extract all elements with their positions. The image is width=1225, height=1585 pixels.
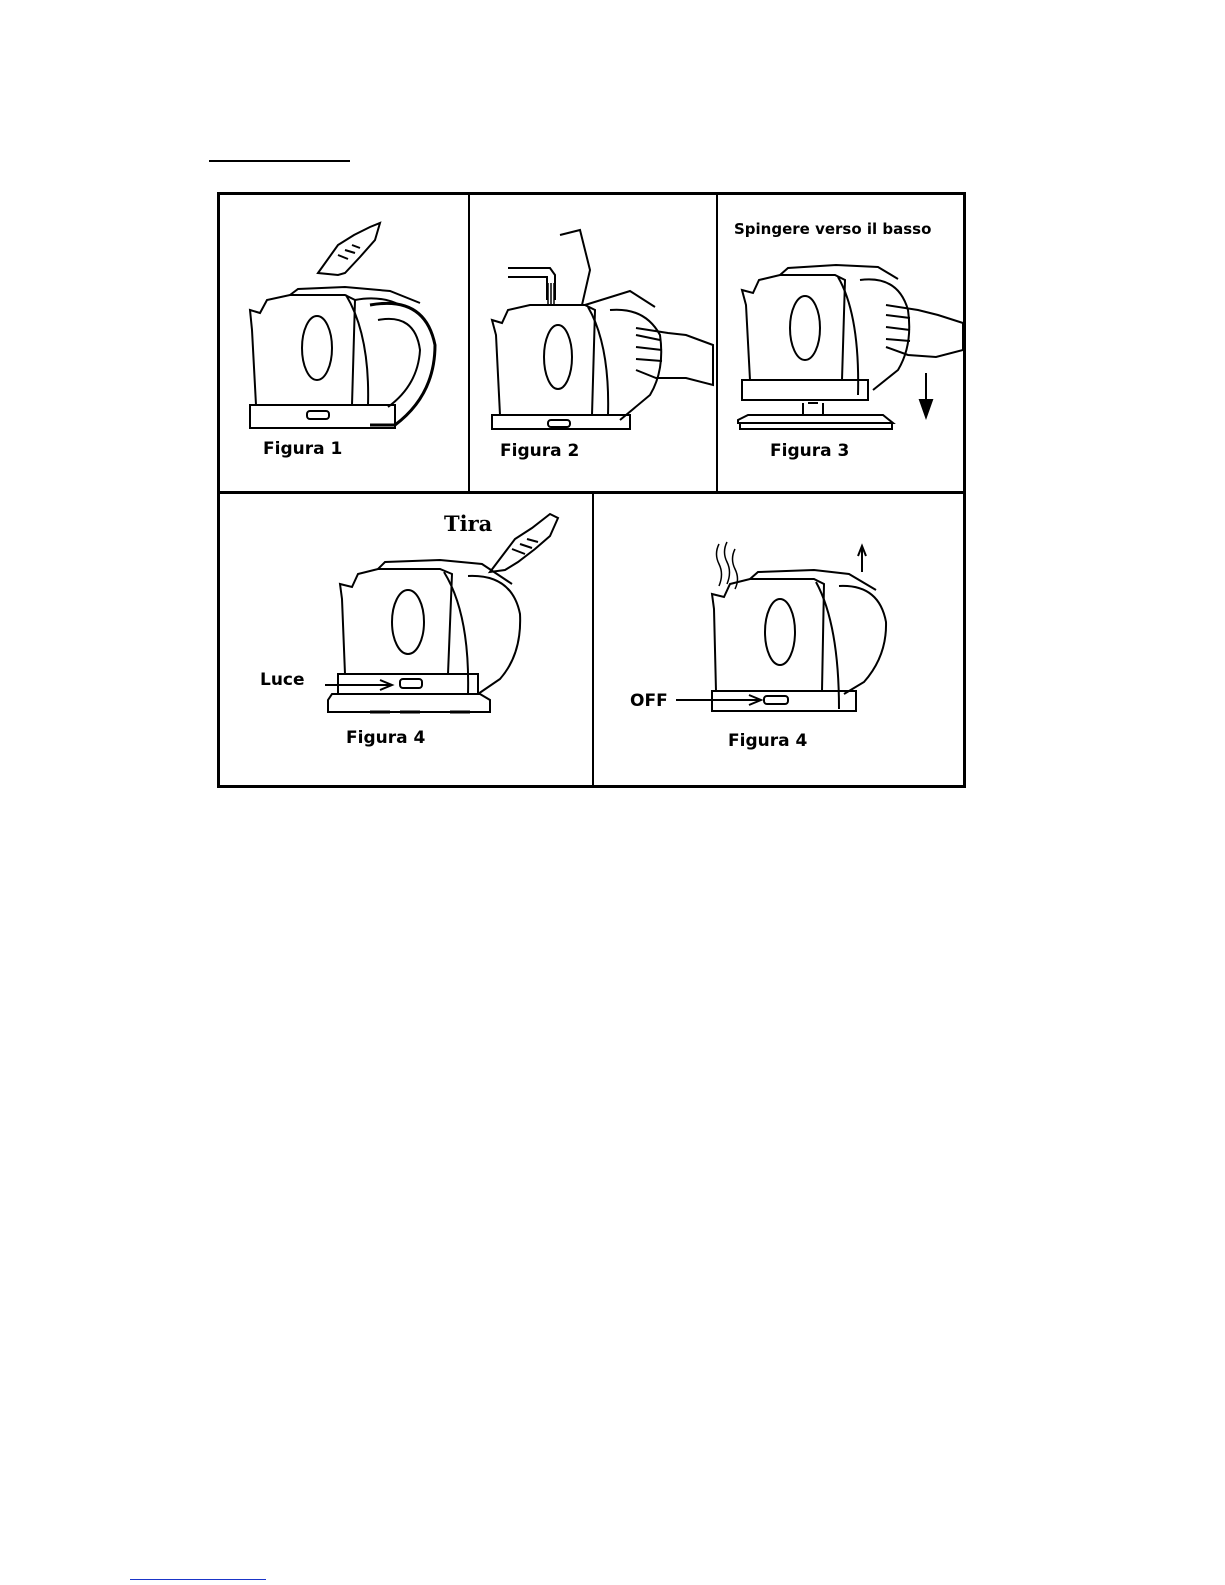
light-label: Luce — [260, 670, 305, 690]
figure-3-panel — [718, 195, 966, 491]
off-label: OFF — [630, 691, 668, 711]
figure-1-caption: Figura 1 — [263, 439, 343, 459]
push-down-instruction: Spingere verso il basso — [734, 220, 932, 238]
up-arrow-icon — [858, 546, 866, 572]
hand-grip-icon — [636, 328, 713, 385]
heading-underline — [209, 160, 350, 162]
figure-2-caption: Figura 2 — [500, 441, 580, 461]
figure-4b-panel — [594, 494, 966, 788]
kettle-illustration — [220, 195, 468, 491]
figure-1-panel — [220, 195, 468, 491]
hand-press-icon — [318, 223, 380, 275]
figure-4a-panel — [220, 494, 592, 788]
pull-label: Tira — [444, 511, 493, 536]
down-arrow-icon — [920, 373, 932, 417]
footer-link-underline — [130, 1579, 266, 1580]
figure-3-caption: Figura 3 — [770, 441, 850, 461]
hand-grip-icon — [886, 305, 963, 357]
figure-2-panel — [470, 195, 716, 491]
figure-4a-caption: Figura 4 — [346, 728, 426, 748]
figure-4b-caption: Figura 4 — [728, 731, 808, 751]
instruction-figure-grid — [217, 192, 966, 788]
hand-pull-icon — [490, 514, 558, 572]
